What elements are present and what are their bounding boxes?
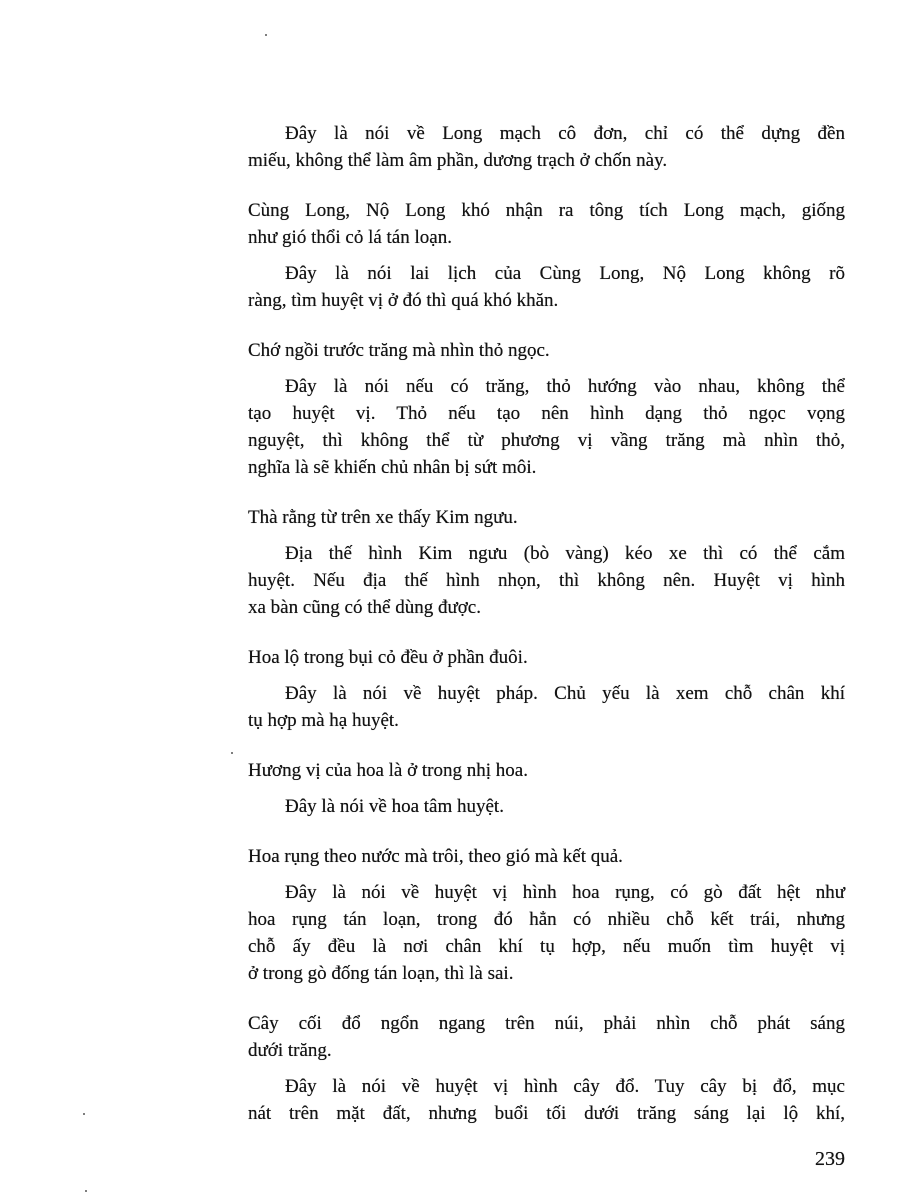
text-line: Cây cối đổ ngổn ngang trên núi, phải nhìn chỗ phát sáng (248, 1013, 845, 1034)
text-line: chỗ ấy đều là nơi chân khí tụ hợp, nếu muốn tìm huyệt vị (248, 936, 845, 957)
text-line: miếu, không thể làm âm phần, dương trạch ở chốn này. (248, 150, 668, 171)
text-line: tạo huyệt vị. Thỏ nếu tạo nên hình dạng thỏ ngọc vọng (248, 403, 845, 424)
text-line: Địa thế hình Kim ngưu (bò vàng) kéo xe thì có thể cắm (285, 543, 845, 564)
verse-paragraph (248, 644, 845, 671)
verse-paragraph (248, 197, 845, 251)
text-line: Hoa lộ trong bụi cỏ đều ở phần đuôi. (248, 647, 528, 668)
verse-paragraph (248, 757, 845, 784)
scan-speck (83, 1113, 85, 1115)
text-line: nguyệt, thì không thể từ phương vị vầng trăng mà nhìn thỏ, (248, 430, 845, 451)
text-line: Chớ ngồi trước trăng mà nhìn thỏ ngọc. (248, 340, 550, 361)
verse-paragraph (248, 504, 845, 531)
text-line: nghĩa là sẽ khiến chủ nhân bị sứt môi. (248, 457, 537, 478)
text-line: như gió thổi cỏ lá tán loạn. (248, 227, 452, 248)
text-line: Đây là nói lai lịch của Cùng Long, Nộ Long không rõ (285, 263, 845, 284)
page-number: 239 (815, 1148, 845, 1170)
text-line: Hương vị của hoa là ở trong nhị hoa. (248, 760, 528, 781)
document-page-body (248, 120, 845, 1127)
text-line: ở trong gò đống tán loạn, thì là sai. (248, 963, 514, 984)
text-line: ràng, tìm huyệt vị ở đó thì quá khó khăn. (248, 290, 559, 311)
text-line: dưới trăng. (248, 1040, 332, 1061)
scan-speck (231, 752, 233, 754)
text-line: Đây là nói về huyệt vị hình cây đổ. Tuy cây bị đổ, mục (285, 1076, 845, 1097)
commentary-paragraph (248, 680, 845, 734)
text-line: tụ hợp mà hạ huyệt. (248, 710, 399, 731)
text-line: Thà rằng từ trên xe thấy Kim ngưu. (248, 507, 518, 528)
text-line: xa bàn cũng có thể dùng được. (248, 597, 481, 618)
commentary-paragraph (248, 879, 845, 987)
text-line: Đây là nói nếu có trăng, thỏ hướng vào nhau, không thể (285, 376, 845, 397)
text-line: nát trên mặt đất, nhưng buổi tối dưới trăng sáng lại lộ khí, (248, 1103, 845, 1124)
verse-paragraph (248, 843, 845, 870)
commentary-paragraph (248, 260, 845, 314)
text-line: Đây là nói về Long mạch cô đơn, chỉ có thể dựng đền (285, 123, 845, 144)
text-line: Hoa rụng theo nước mà trôi, theo gió mà kết quả. (248, 846, 623, 867)
text-line: Đây là nói về hoa tâm huyệt. (285, 796, 504, 817)
text-line: hoa rụng tán loạn, trong đó hẳn có nhiều chỗ kết trái, nhưng (248, 909, 845, 930)
text-line: huyệt. Nếu địa thế hình nhọn, thì không nên. Huyệt vị hình (248, 570, 845, 591)
verse-paragraph (248, 1010, 845, 1064)
text-line: Đây là nói về huyệt vị hình hoa rụng, có gò đất hệt như (285, 882, 845, 903)
scan-speck (85, 1190, 87, 1192)
commentary-paragraph (248, 1073, 845, 1127)
commentary-paragraph (248, 373, 845, 481)
text-line: Đây là nói về huyệt pháp. Chủ yếu là xem chỗ chân khí (285, 683, 845, 704)
commentary-paragraph (248, 540, 845, 621)
text-line: Cùng Long, Nộ Long khó nhận ra tông tích Long mạch, giống (248, 200, 845, 221)
commentary-paragraph (248, 793, 845, 820)
scan-speck (265, 34, 267, 36)
verse-paragraph (248, 337, 845, 364)
commentary-paragraph (248, 120, 845, 174)
